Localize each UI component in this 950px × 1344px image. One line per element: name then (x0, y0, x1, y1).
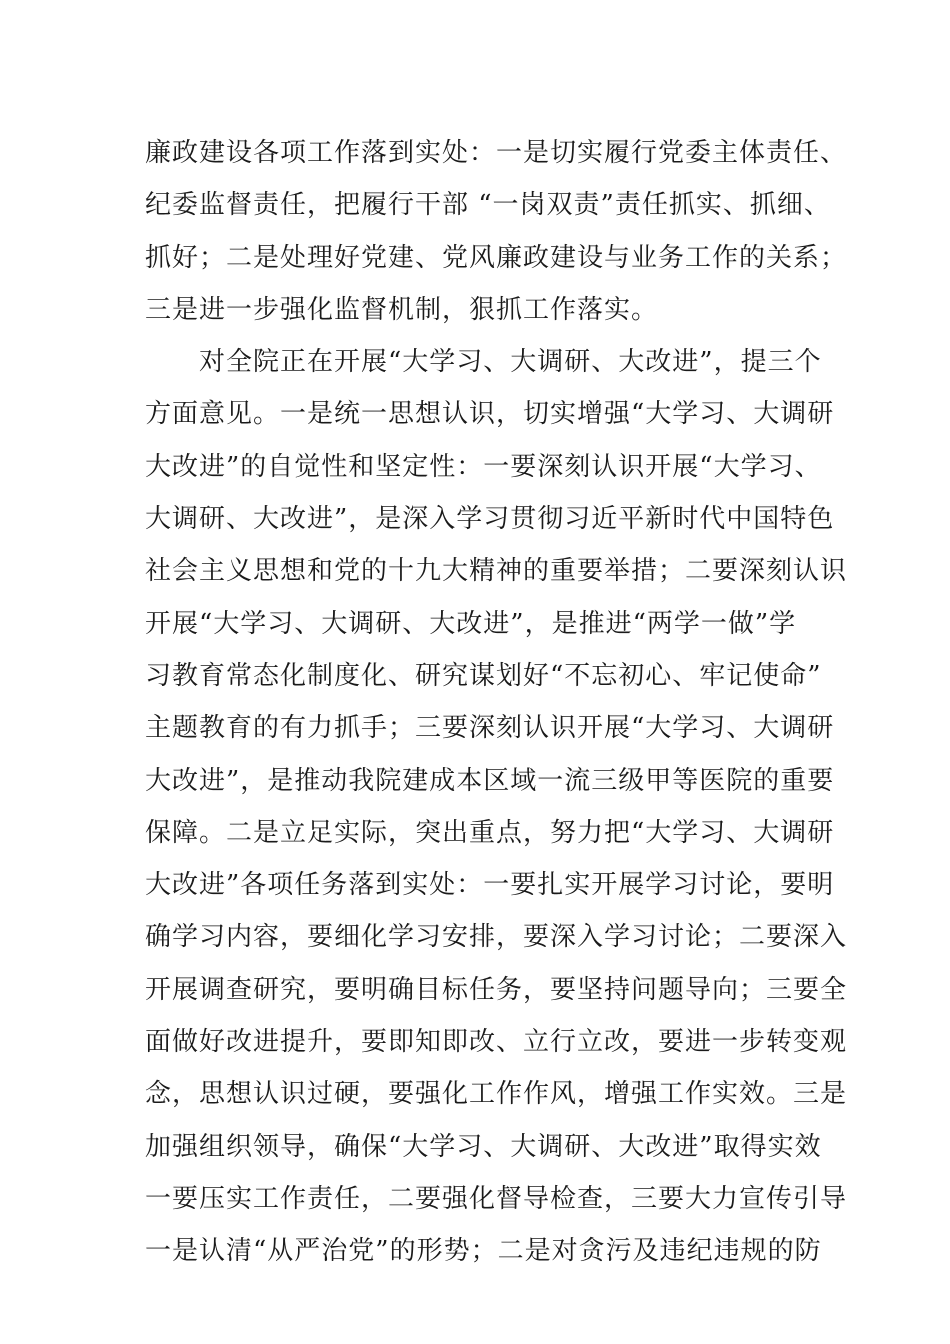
text-line: 习教育常态化制度化、研究谋划好“不忘初心、牢记使命” (145, 660, 822, 691)
text-line: 三是进一步强化监督机制，狠抓工作落实。 (145, 294, 659, 325)
text-line: 加强组织领导，确保“大学习、大调研、大改进”取得实效 (145, 1131, 822, 1162)
text-line: 方面意见。一是统一思想认识，切实增强“大学习、大调研 (145, 399, 835, 430)
text-line: 主题教育的有力抓手；三要深刻认识开展“大学习、大调研 (145, 713, 835, 744)
text-line: 保障。二是立足实际，突出重点，努力把“大学习、大调研 (145, 817, 835, 848)
text-line: 大改进”，是推动我院建成本区域一流三级甲等医院的重要 (145, 765, 835, 796)
body-text (145, 127, 848, 1278)
text-line: 抓好；二是处理好党建、党风廉政建设与业务工作的关系； (145, 242, 848, 273)
text-line: 纪委监督责任，把履行干部 “一岗双责”责任抓实、抓细、 (145, 190, 831, 221)
text-line: 大改进”各项任务落到实处：一要扎实开展学习讨论，要明 (145, 870, 835, 901)
text-line: 面做好改进提升，要即知即改、立行立改，要进一步转变观 (145, 1027, 848, 1058)
text-line: 一要压实工作责任，二要强化督导检查，三要大力宣传引导 (145, 1183, 848, 1214)
text-line: 大改进”的自觉性和坚定性：一要深刻认识开展“大学习、 (145, 451, 822, 482)
text-line: 大调研、大改进”，是深入学习贯彻习近平新时代中国特色 (145, 504, 835, 535)
text-line: 念，思想认识过硬，要强化工作作风，增强工作实效。三是 (145, 1079, 848, 1110)
text-line: 一是认清“从严治党”的形势；二是对贪污及违纪违规的防 (145, 1236, 822, 1267)
text-line: 确学习内容，要细化学习安排，要深入学习讨论；二要深入 (145, 922, 848, 953)
text-line: 开展“大学习、大调研、大改进”，是推进“两学一做”学 (145, 608, 797, 639)
text-line: 社会主义思想和党的十九大精神的重要举措；二要深刻认识 (145, 556, 848, 587)
text-line: 廉政建设各项工作落到实处：一是切实履行党委主体责任、 (145, 138, 848, 168)
text-line: 对全院正在开展“大学习、大调研、大改进”，提三个 (145, 347, 822, 378)
text-line: 开展调查研究，要明确目标任务，要坚持问题导向；三要全 (145, 974, 848, 1005)
